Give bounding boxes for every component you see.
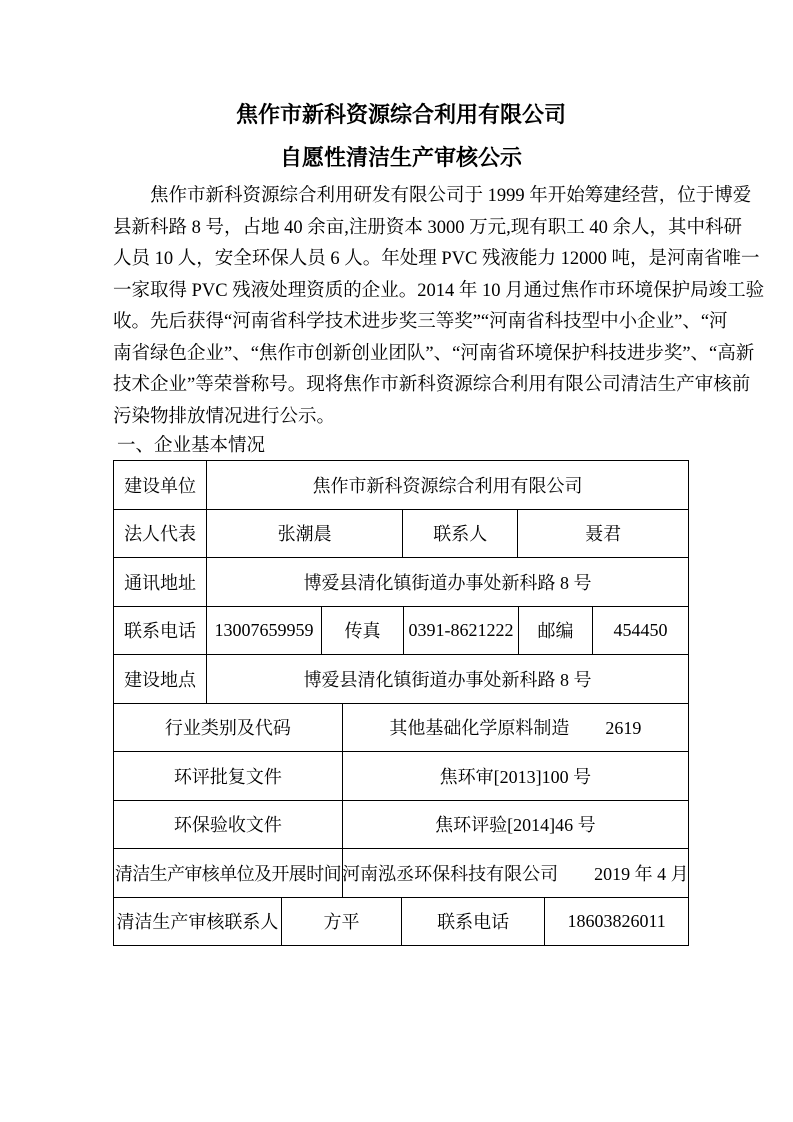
table-row bbox=[114, 607, 689, 656]
paragraph-line: 一家取得 PVC 残液处理资质的企业。2014 年 10 月通过焦作市环境保护局竣工验 bbox=[113, 280, 765, 301]
table-cell-label: 行业类别及代码 bbox=[114, 704, 343, 753]
intro-paragraph bbox=[113, 181, 765, 433]
table-cell-label: 联系电话 bbox=[402, 898, 545, 947]
table-cell-value: 13007659959 bbox=[207, 607, 322, 656]
table-row bbox=[114, 801, 689, 850]
table-cell-value: 焦环评验[2014]46 号 bbox=[343, 801, 689, 850]
table-cell-label: 通讯地址 bbox=[114, 558, 207, 607]
table-cell-label: 法人代表 bbox=[114, 510, 207, 559]
table-cell-value: 河南泓丞环保科技有限公司 2019 年 4 月 bbox=[343, 849, 689, 898]
table-cell-label: 联系人 bbox=[403, 510, 518, 559]
table-cell-value: 其他基础化学原料制造 2619 bbox=[343, 704, 689, 753]
table-cell-value: 18603826011 bbox=[545, 898, 689, 947]
table-cell-value: 焦环审[2013]100 号 bbox=[343, 752, 689, 801]
paragraph-line: 技术企业”等荣誉称号。现将焦作市新科资源综合利用有限公司清洁生产审核前 bbox=[113, 375, 751, 395]
paragraph-line: 南省绿色企业”、“焦作市创新创业团队”、“河南省环境保护科技进步奖”、“高新 bbox=[113, 343, 755, 364]
paragraph-line: 焦作市新科资源综合利用研发有限公司于 1999 年开始筹建经营，位于博爱 bbox=[150, 186, 752, 206]
table-cell-value: 张潮晨 bbox=[207, 510, 403, 559]
table-row bbox=[114, 558, 689, 607]
table-cell-value: 博爱县清化镇街道办事处新科路 8 号 bbox=[207, 655, 689, 704]
doc-subtitle: 自愿性清洁生产审核公示 bbox=[279, 145, 522, 170]
table-cell-label: 清洁生产审核单位及开展时间 bbox=[114, 849, 343, 898]
table-row bbox=[114, 704, 689, 753]
table-cell-value: 0391-8621222 bbox=[404, 607, 519, 656]
paragraph-line: 人员 10 人，安全环保人员 6 人。年处理 PVC 残液能力 12000 吨，是河南省唯一 bbox=[113, 249, 760, 269]
table-row bbox=[114, 655, 689, 704]
paragraph-line: 污染物排放情况进行公示。 bbox=[113, 406, 336, 427]
table-cell-label: 清洁生产审核联系人 bbox=[114, 898, 282, 947]
table-cell-label: 环评批复文件 bbox=[114, 752, 343, 801]
table-cell-label: 联系电话 bbox=[114, 607, 207, 656]
table-cell-label: 邮编 bbox=[519, 607, 593, 656]
table-cell-value: 方平 bbox=[282, 898, 402, 947]
paragraph-line: 收。先后获得“河南省科学技术进步奖三等奖”“河南省科技型中小企业”、“河 bbox=[113, 312, 728, 332]
table-cell-value: 聂君 bbox=[518, 510, 689, 559]
table-row bbox=[114, 752, 689, 801]
doc-title: 焦作市新科资源综合利用有限公司 bbox=[235, 102, 566, 127]
table-cell-value: 454450 bbox=[593, 607, 689, 656]
table-row bbox=[114, 461, 689, 510]
company-info-table bbox=[113, 460, 689, 946]
paragraph-line: 县新科路 8 号，占地 40 余亩,注册资本 3000 万元,现有职工 40 余人，其中科研 bbox=[113, 217, 743, 238]
table-row bbox=[114, 510, 689, 559]
table-cell-value: 焦作市新科资源综合利用有限公司 bbox=[207, 461, 689, 510]
document-page bbox=[113, 0, 765, 946]
section-heading: 一、企业基本情况 bbox=[117, 436, 266, 456]
table-cell-label: 建设地点 bbox=[114, 655, 207, 704]
table-cell-value: 博爱县清化镇街道办事处新科路 8 号 bbox=[207, 558, 689, 607]
table-cell-label: 传真 bbox=[322, 607, 404, 656]
table-cell-label: 环保验收文件 bbox=[114, 801, 343, 850]
table-row bbox=[114, 898, 689, 947]
table-cell-label: 建设单位 bbox=[114, 461, 207, 510]
table-row bbox=[114, 849, 689, 898]
